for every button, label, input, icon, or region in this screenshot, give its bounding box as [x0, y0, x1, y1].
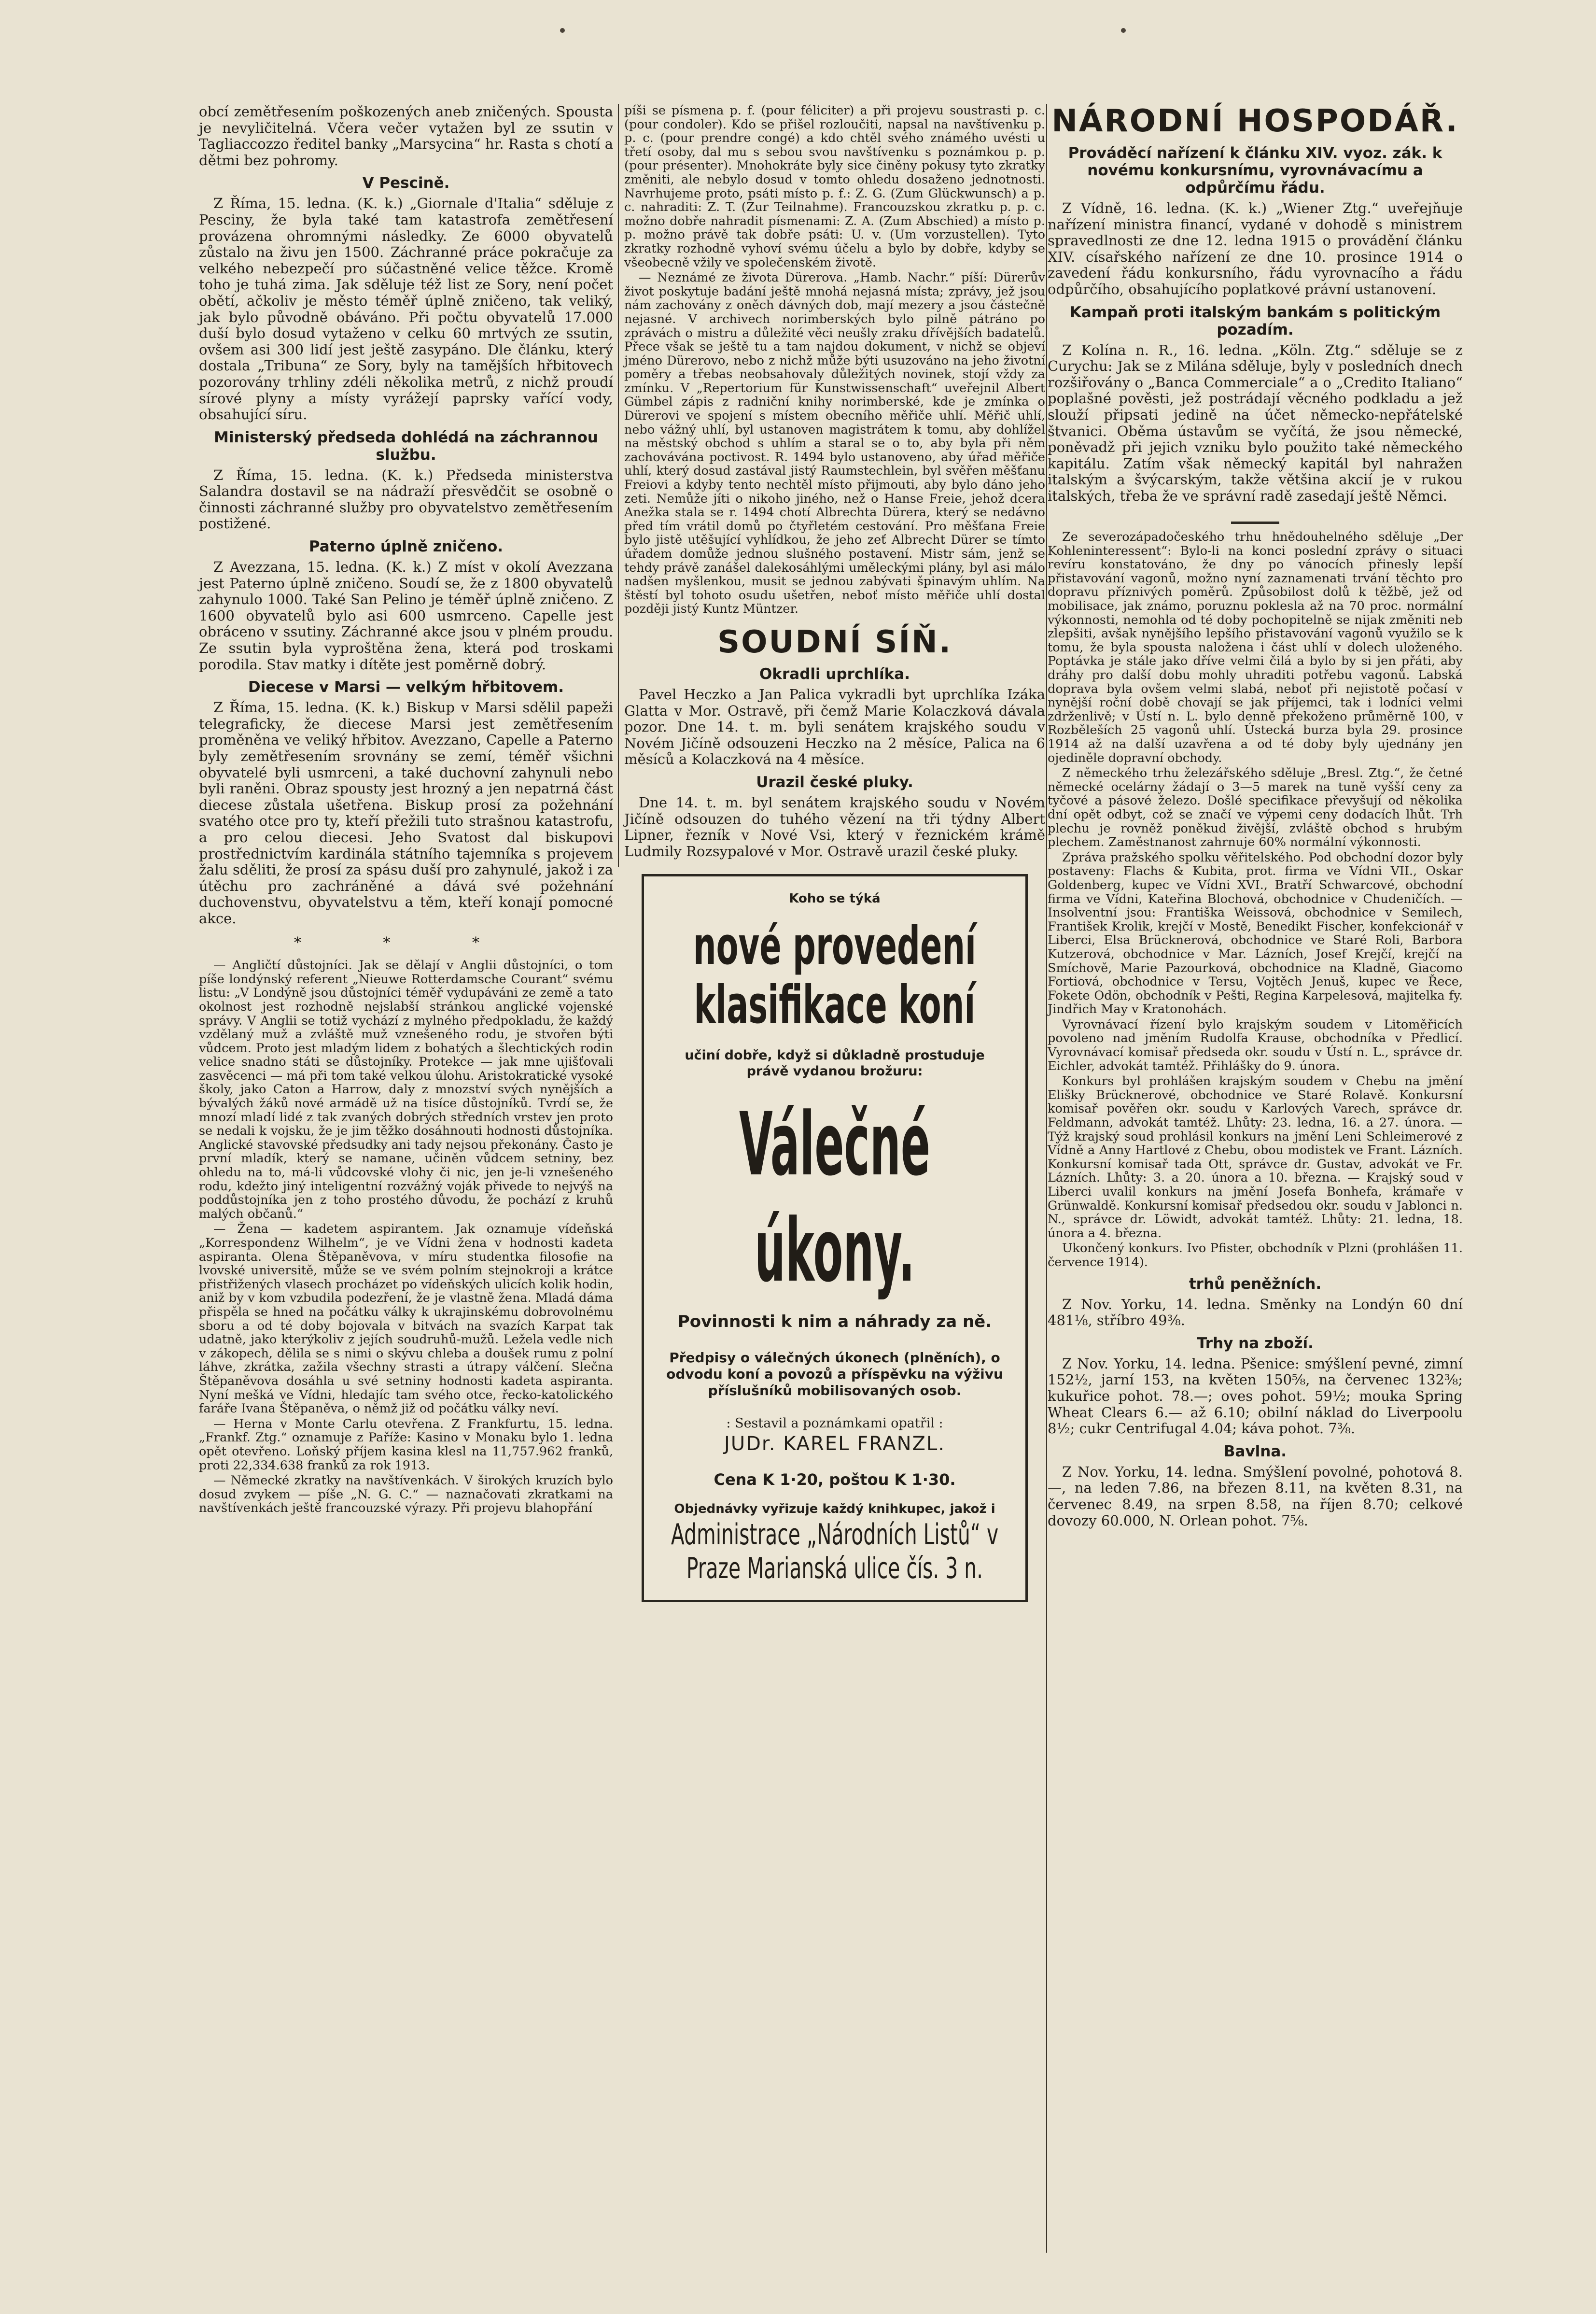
market-report: Konkurs byl prohlášen krajským soudem v Chebu na jmění Elišky Brücknerové, obchodnice ve Staré Rolavě. Konkursní komisař pověřen okr. soudu v Karlových Varech, správce dr. Feldmann, advokát tamtéž. Lhůty: 23. ledna, 16. a 27. února. — Týž krajský soud prohlásil konkurs na jmění Leni Schleimerové z Vídně a Anny Hartlové z Chebu, obou modistek ve Frant. Lázních. Konkursní komisař tada Ott, správce dr. Gustav, advokát ve Fr. Lázních. Lhůty: 3. a 20. února a 10. března. — Krajský soud v Liberci uvalil konkurs na jmění Josefa Bonhefa, krámaře v Grünwaldě. Konkursní komisař předsedou okr. soudu v Jablonci n. N., správce dr. Löwidt, advokát tamtéž. Lhůty: 21. ledna, 18. února a 4. března. — [1048, 1074, 1463, 1241]
top-mark-dot — [560, 28, 565, 33]
subheading: Trhy na zboží. — [1197, 1334, 1314, 1352]
ad-line: učiní dobře, když si důkladně prostuduje právě vydanou brožuru: — [685, 1047, 985, 1079]
ad-author: JUDr. KAREL FRANZL. — [724, 1433, 945, 1455]
subheading: trhů peněžních. — [1189, 1275, 1322, 1293]
ad-line: Povinnosti k nim a náhrady za ně. — [677, 1312, 992, 1331]
paragraph: Z Vídně, 16. ledna. (K. k.) „Wiener Ztg.“ uveřejňuje nařízení ministra financí, vydané v dohodě s ministrem spravedlnosti ze dne 12. ledna 1915 o provádění článku XIV. císařského nařízení ze dne 10. prosince 1914 o zavedení řádu konkursního, řádu vyrovnacího a řádu odpůrčího, obsahujícího poplatkové právní ustanovení. — [1048, 200, 1463, 297]
news-item: — Angličtí důstojníci. Jak se dělají v Anglii důstojníci, o tom píše londýnský referent „Nieuwe Rotterdamsche Courant“ svému listu: „V Londýně jsou důstojníci téměř vydupáváni ze země a tato okolnost jest rozhodně nejslabší stránkou anglické vojenské správy. V Anglii se totiž vychází z mylného předpokladu, že každý vzdělaný muž a zvláště muž vznešeného rodu, je stvořen býti vůdcem. Proto jest mladým lidem z bohatých a šlechtických rodin velice snadno státi se důstojníky. Protekce — jak mne ujišťovali zasvěcenci — má při tom také velkou úlohu. Aristokratické vysoké školy, jako Caton a Harrow, daly z mnozství svých nynějších a bývalých žáků nové armádě už na tisíce důstojníků. Tvrdí se, že mnozí mladí lidé z tak zvaných dobrých středních vrstev jen proto se nedali k vojsku, že je jim těžko dosáhnouti hodnosti důstojníka. Anglické stavovské předsudky ani tady nejsou překonány. Často je první mladík, který se namane, učiněn vůdcem setniny, bez ohledu na to, má-li vůdcovské vlohy či nic, jen je-li vznešeného rodu, kdežto jiný inteligentní rozvážný voják přivede to nejvýš na poddůstojníka jen z toho prostého důvodu, že pochází z kruhů malých občanů.“ — [199, 958, 613, 1221]
paragraph: Z Říma, 15. ledna. (K. k.) Předseda ministerstva Salandra dostavil se na nádraží přesvědčit se osobně o činnosti záchranné služby pro obyvatelstvo zemětřesením postižené. — [199, 466, 613, 532]
column-left — [199, 104, 613, 1517]
market-report: Ukončený konkurs. Ivo Pfister, obchodník v Plzni (prohlášen 11. července 1914). — [1048, 1241, 1463, 1270]
ad-line: Koho se týká — [789, 891, 881, 906]
subheading: Diecese v Marsi — velkým hřbitovem. — [248, 678, 564, 696]
subheading: Kampaň proti italským bankám s politickým pozadím. — [1069, 303, 1441, 339]
ad-headline: nové provedení klasifikace koní — [693, 916, 977, 1035]
divider — [1048, 511, 1463, 528]
subheading: Ministerský předseda dohlédá na záchrannou službu. — [214, 428, 598, 464]
market-report: Ze severozápadočeského trhu hnědouhelného sděluje „Der Kohleninteressent“: Bylo-li na konci poslední zprávy o situaci revíru konstatováno, že dny po vánocích přinesly lepší přistavování vagonů, možno nyní zaznamenati trvání těchto pro dopravu příznivých poměrů. Způsobilost dolů k těžbě, jež od mobilisace, jak známo, poruznu poklesla až na 70 proc. normální výkonnosti, nemohla od té doby pochopitelně se nijak změniti neb zlepšiti, avšak nynějšího lepšího přistavování vagonů využilo se k tomu, že byla spousta naložena i část uhlí v dolech uloženého. Poptávka je stále jako dříve velmi čilá a bylo by si jen přáti, aby dráhy pro další dobu mohly uhraditi potřebu vagonů. Labská doprava byla ovšem velmi slabá, neboť při nejistotě počasí v nynější roční době chovají se jak příjemci, tak i lodníci velmi zdrženlivě; v Ústí n. L. bylo denně překoženo průměrně 100, v Rozběleších 25 vagonů uhlí. Ústecká burza byla 29. prosince 1914 až na další uzavřena a od té doby byly ujednány jen ojediněle dopravní obchody. — [1048, 530, 1463, 765]
subheading: Urazil české pluky. — [756, 773, 913, 791]
paragraph: Z Nov. Yorku, 14. ledna. Směnky na Londýn 60 dní 481⅛, stříbro 49⅜. — [1048, 1296, 1463, 1329]
column-rule — [1046, 104, 1047, 2253]
paragraph: Z Avezzana, 15. ledna. (K. k.) Z míst v okolí Avezzana jest Paterno úplně zničeno. Soudí se, že z 1800 obyvatelů zahynulo 1000. Také San Pelino je téměř úplně zničeno. Z 1600 obyvatelů bylo asi 600 usmrceno. Capelle jest obráceno v ssutiny. Záchranné akce jsou v plném proudu. Ze ssutin byla vyproštěna žena, která pod troskami porodila. Stav matky i dítěte jest poměrně dobrý. — [199, 559, 613, 673]
subheading: Bavlna. — [1223, 1442, 1287, 1460]
paragraph: Z Říma, 15. ledna. (K. k.) Biskup v Marsi sdělil papeži telegraficky, že diecese Marsi jest zemětřesením proměněna ve veliký hřbitov. Avezzano, Capelle a Paterno byly zemětřesením srovnány se zemí, téměř všichni obyvatelé byli usmrceni, a také duchovní zahynuli nebo byli raněni. Obraz spousty jest hrozný a jen nepatrná část diecese zůstala ušetřena. Biskup prosí za požehnání svatého otce pro ty, kteří přežili tuto strašnou katastrofu, a pro celou diecesi. Jeho Svatost dal biskupovi prostřednictvím kardinála státního tajemníka s projevem žalu sděliti, že prosí za spásu duší pro zahynulé, jakož i za útěchu pro zachráněné a dává své požehnání duchovenstvu, obyvatelstvu a těm, kteří konají pomocné akce. — [199, 699, 613, 927]
ad-publisher: Administrace „Národních Listů“ v Praze Marianská ulice čís. 3 n. — [671, 1517, 999, 1585]
column-right — [1048, 104, 1463, 1531]
article-continuation: píši se písmena p. f. (pour féliciter) a při projevu soustrasti p. c. (pour condoler). Kdo se přišel rozloučiti, napsal na navštívenku p. p. c. (pour prendre congé) a kdo chtěl svého známého uvésti u třetí osoby, dal mu s sebou svou navštívenku s poznámkou p. p. (pour présenter). Mnohokráte byly sice činěny pokusy tyto zkratky změniti, ale nebylo dosud v tomto ohledu dosaženo jednotnosti. Navrhujeme proto, psáti místo p. f.: Z. G. (Zum Glückwunsch) a p. c. nahraditi: Z. T. (Zur Teilnahme). Francouzskou zkratku p. p. c. možno dobře nahradit písmenami: Z. A. (Zum Abschied) a místo p. p. možno právě tak dobře psáti: U. v. (Um vorzustellen). Tyto zkratky rozhodně vyhoví svému účelu a bylo by dobře, kdyby se všeobecně vžily ve společenském životě. — [624, 103, 1045, 270]
ad-line: Předpisy o válečných úkonech (plněních), o odvodu koní a povozů a příspěvku na výživu příslušníků mobilisovaných osob. — [666, 1349, 1003, 1398]
news-item: — Herna v Monte Carlu otevřena. Z Frankfurtu, 15. ledna. „Frankf. Ztg.“ oznamuje z Paříže: Kasino v Monaku bylo 1. ledna opět otevřeno. Loňský příjem kasina klesl na 11,757.962 franků, proti 22,334.638 franků za rok 1913. — [199, 1416, 613, 1473]
news-item: — Německé zkratky na navštívenkách. V širokých kruzích bylo dosud zvykem — píše „N. G. C.“ — naznačovati zkratkami na navštívenkách ještě francouzské výrazy. Při projevu blahopřání — [199, 1473, 613, 1516]
paragraph: Dne 14. t. m. byl senátem krajského soudu v Novém Jičíně odsouzen do tuhého vězení na tři týdny Albert Lipner, řezník v Nové Vsi, který v řeznickém krámě Ludmily Rozsypalové v Mor. Ostravě urazil české pluky. — [624, 794, 1045, 860]
subheading: Prováděcí nařízení k článku XIV. vyoz. zák. k novému konkursnímu, vyrovnávacímu a odpůrčímu řádu. — [1068, 144, 1442, 197]
ad-line: : Sestavil a poznámkami opatřil : — [726, 1415, 943, 1431]
section-title-court: SOUDNÍ SÍŇ. — [717, 624, 952, 660]
ad-price: Cena K 1·20, poštou K 1·30. — [714, 1470, 956, 1489]
section-separator: * * * — [294, 934, 518, 951]
subheading: Okradli uprchlíka. — [759, 665, 910, 683]
column-rule — [618, 104, 619, 867]
paragraph: Z Kolína n. R., 16. ledna. „Köln. Ztg.“ sděluje se z Curychu: Jak se z Milána sděluje, byly v posledních dnech rozšiřovány o „Banca Commerciale“ a o „Credito Italiano“ poplašné pověsti, jež postrádají věcného podkladu a jež slouží připsati jedině na účet německo-nepřátelské štvanici. Oběma ústavům se vyčítá, že jsou německé, poněvadž při jejich vzniku bylo použito také německého kapitálu. Zatím však německý kapitál byl nahražen italským a švýcarským, takže většina akcií je v rukou italských, třeba že ve správní radě zasedají ještě Němci. — [1048, 341, 1463, 504]
article-continuation: obcí zemětřesením poškozených aneb zničených. Spousta je nevyličitelná. Včera večer vytažen byl ze ssutin v Tagliaccozzo ředitel banky „Marsycina“ hr. Rasta s chotí a dětmi bez pohromy. — [199, 103, 613, 169]
advertisement-box — [642, 874, 1028, 1602]
paragraph: Z Říma, 15. ledna. (K. k.) „Giornale d'Italia“ sděluje z Pesciny, že byla také tam katastrofa zemětřesení provázena ohromnými následky. Ze 6000 obyvatelů zůstalo na živu jen 1500. Záchranné práce pokračuje za velkého nebezpečí pro súčastněné velice těžce. Kromě toho je tuhá zima. Jak sděluje též list ze Sory, není počet obětí, ačkoliv je město téměř úplně zničeno, tak veliký, jak bylo původně obáváno. Při počtu obyvatelů 17.000 duší bylo dosud vytaženo v celku 60 mrtvých ze ssutin, ovšem asi 300 lidí jest ještě zasypáno. Dle článku, který dostala „Tribuna“ ze Sory, byly na tamějších hřbitovech pozorovány trhliny zdéli několika metrů, z nichž proudí sírové plyny a místy vyrážejí paprsky vařící vody, obsahující síru. — [199, 195, 613, 423]
market-report: Vyrovnávací řízení bylo krajským soudem v Litoměřicích povoleno nad jměním Rudolfa Krause, obchodníka v Předlicí. Vyrovnávací komisař předseda okr. soudu v Ústí n. L., správce dr. Eichler, advokát tamtéž. Přihlášky do 9. února. — [1048, 1017, 1463, 1073]
market-report: Zpráva pražského spolku věřitelského. Pod obchodní dozor byly postaveny: Flachs & Kubita, prot. firma ve Vídni VII., Oskar Goldenberg, kupec ve Vídni XVI., Bratří Schwarcové, obchodní firma ve Vídni, Kateřina Blochová, obchodnice v Chudeničích. — Insolventní jsou: Františka Weissová, obchodnice v Semilech, František Krolik, krejčí v Mostě, Benedikt Fischer, konfekcionář v Liberci, Elsa Brücknerová, obchodnice ve Staré Roli, Barbora Kutzerová, obchodnice v Mar. Lázních, Josef Krejčí, krejčí na Smíchově, Marie Pazourková, obchodnice na Kladně, Giacomo Fortiová, obchodnice v Tersu, Vojtěch Jenuš, kupec ve Řece, Fokete Odön, obchodník v Pešti, Regina Karpelesová, majitelka fy. Jindřich May v Kratonohách. — [1048, 850, 1463, 1017]
ad-book-title: Válečné úkony. — [739, 1094, 930, 1301]
news-item: — Žena — kadetem aspirantem. Jak oznamuje vídeňská „Korrespondenz Wilhelm“, je ve Vídni žena v hodnosti kadeta aspiranta. Olena Štěpaněvova, v míru studentka filosofie na lvovské universitě, může se ve svém polním stejnokroji a krátce přistřižených vlasech procházet po vídeňských ulicích kolik hodin, aniž by v kom vzbudila podezření, že je vlastně žena. Mladá dáma přispěla se hned na počátku války k ukrajinskému dobrovolnému sboru a od té doby bojovala v bitvách na svazích Karpat tak udatně, jako kterýkoliv z jejích soudruhů-mužů. Ležela vedle nich v zákopech, dělila se s nimi o skývu chleba a doušek rumu z polní láhve, zkrátka, zažila všechny strasti a útrapy válčení. Slečna Štěpaněvova dosáhla u své setniny hodnosti kadeta aspiranta. Nyní mešká ve Vídni, hledajíc tam svého otce, řecko-katolického faráře Ivana Štěpaněva, o němž již od počátku války neví. — [199, 1222, 613, 1416]
column-middle — [624, 104, 1045, 1607]
paragraph: Pavel Heczko a Jan Palica vykradli byt uprchlíka Izáka Glatta v Mor. Ostravě, při čemž Marie Kolaczková dávala pozor. Dne 14. t. m. byli senátem krajského soudu v Novém Jičíně odsouzeni Heczko na 2 měsíce, Palica na 6 měsíců a Kolaczková na 4 měsíce. — [624, 686, 1045, 768]
top-mark-dot — [1121, 28, 1126, 33]
news-item: — Neznámé ze života Dürerova. „Hamb. Nachr.“ píší: Dürerův život poskytuje badání ještě mnohá nejasná místa; zprávy, jež jsou nám zachovány z oněch dávných dob, mají mezery a jsou částečně nejasné. V archivech norimberských bylo pilně pátráno po zprávách o mistru a důležité věci neušly zraku dřívějších badatelů. Přece však se ještě tu a tam najdou dokument, v nichž se objeví jméno Dürerovo, nebo z nichž může býti usuzováno na jeho životní poměry a třebas neobsahovaly důležitých novinek, stojí vždy za zmínku. V „Repertorium für Kunstwissenschaft“ uveřejnil Albert Gümbel zápis z radniční knihy norimberské, kde je zmínka o Dürerovi ve spojení s místem obecního měřiče uhlí. Měřič uhlí, nebo vážný uhlí, byl ustanoven magistrátem k tomu, aby dohlížel na městský obchod s uhlím a staral se o to, aby byla při něm zachovávána poctivost. R. 1494 bylo ustanoveno, aby úřad měřiče uhlí, který dosud zastával jistý Raumstechlein, byl svěřen měšťanu Freiovi a kdyby tento nechtěl místo přijmouti, aby bylo dáno jeho zeti. Nemůže jíti o nikoho jiného, než o Hanse Freie, jehož dcera Anežka stala se r. 1494 chotí Albrechta Dürera, který se nedávno před tím vrátil domů po čtyřletém cestování. Pro měšťana Freie bylo jistě utěšující vyhlídkou, že jeho zeť Albrecht Dürer se tímto úřadem domůže jednou slušného postavení. Mistr sám, jenž se tehdy právě zanášel dalekosáhlými uměleckými plány, byl asi málo nadšen myšlenkou, musit se jednou zabývati špinavým uhlím. Na štěstí byl tohoto osudu ušetřen, neboť místo měřiče uhlí dostal později jistý Kuntz Müntzer. — [624, 270, 1045, 617]
paragraph: Z Nov. Yorku, 14. ledna. Pšenice: smýšlení pevné, zimní 152½, jarní 153, na květen 150⅝, na červenec 132⅜; kukuřice pohot. 78.—; oves pohot. 59½; mouka Spring Wheat Clears 6.— až 6.10; obilní náklad do Liverpoolu 8½; cukr Centrifugal 4.04; káva pohot. 7⅜. — [1048, 1355, 1463, 1437]
paragraph: Z Nov. Yorku, 14. ledna. Smýšlení povolné, pohotová 8.—, na leden 7.86, na březen 8.11, na květen 8.31, na červenec 8.49, na srpen 8.58, na říjen 8.70; celkové dovozy 60.000, N. Orlean pohot. 7⅝. — [1048, 1463, 1463, 1529]
ad-line: Objednávky vyřizuje každý knihkupec, jakož i — [674, 1502, 995, 1517]
subheading: V Pescině. — [362, 174, 450, 192]
section-title-economy: NÁRODNÍ HOSPODÁŘ. — [1051, 103, 1459, 139]
subheading: Paterno úplně zničeno. — [308, 538, 504, 556]
market-report: Z německého trhu železářského sděluje „Bresl. Ztg.“, že četné německé ocelárny žádají o 3—5 marek na tuně vyšší ceny za tyčové a pásové železo. Došlé specifikace převyšují od několika dní opět odbyt, což se značí ve výpemi ceny dodacích lhůt. Trh plechu je rovněž poněkud živější, zvláště obchod s hrubým plechem. Zaměstnanost zahrnuje 60% normální výkonnosti. — [1048, 766, 1463, 850]
